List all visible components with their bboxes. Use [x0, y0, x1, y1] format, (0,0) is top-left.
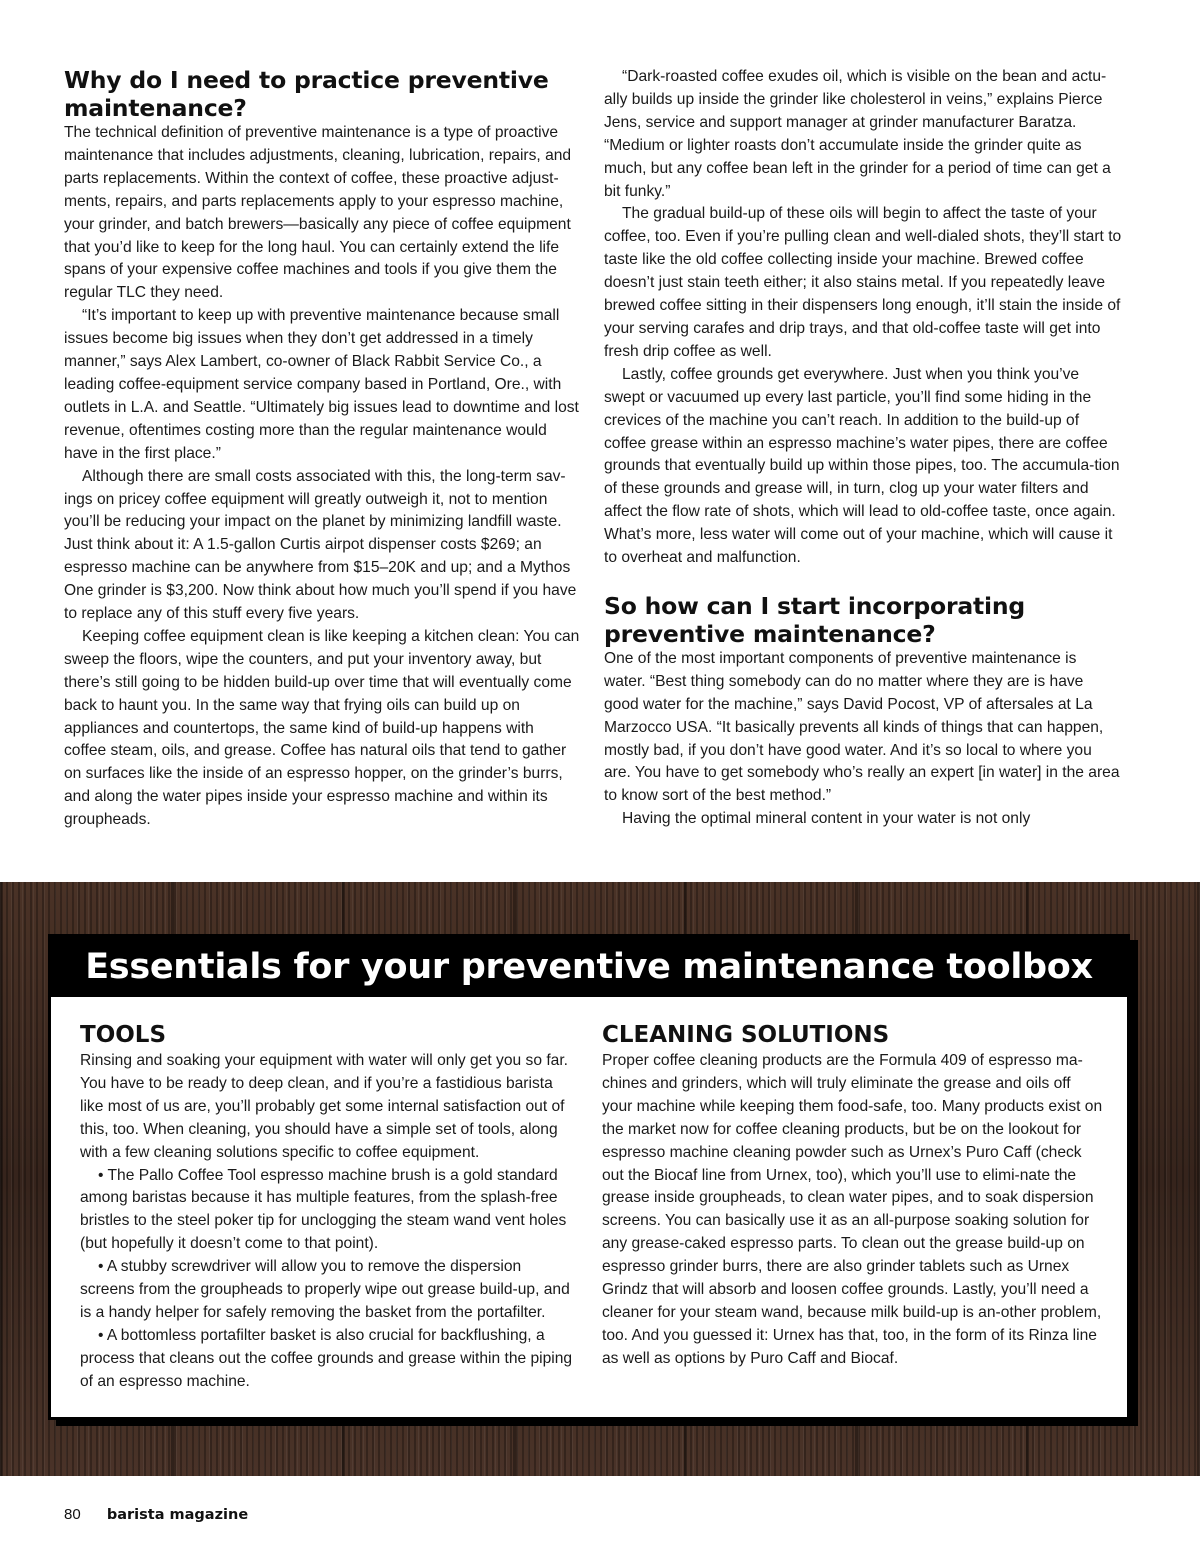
- heading-why-preventive-maintenance: Why do I need to practice preventive maintenance?: [64, 66, 549, 122]
- left-article-column: [64, 66, 580, 832]
- bullet-item: • The Pallo Coffee Tool espresso machine brush is a gold standard among baristas because it has multiple features, from the splash-free bristles to the steel poker tip for unclogging the steam wand vent holes (but hopefully it doesn’t come to that point).: [80, 1166, 567, 1253]
- cleaning-solutions-heading: CLEANING SOLUTIONS: [602, 1022, 890, 1048]
- paragraph: Proper coffee cleaning products are the Formula 409 of espresso ma-chines and grinders, which will truly eliminate the grease and oils off your machine while keeping them food-safe, too. Many products exist on the market now for coffee cleaning products, but be on the lookout for espresso machine cleaning powder such as Urnex’s Puro Caff (check out the Biocaf line from Urnex, too), which you’ll use to elimi-nate the grease inside groupheads, to clean water pipes, and to soak dispersion screens. You can basically use it as an all-purpose soaking solution for any grease-caked espresso parts. To clean out the grease build-up on espresso grinder burrs, there are also grinder tablets such as Urnex Grindz that will absorb and loosen coffee grounds. Lastly, you’ll need a cleaner for your steam wand, because milk build-up is an-other problem, too. And you guessed it: Urnex has that, too, in the form of its Rinza line as well as options by Puro Caff and Biocaf.: [602, 1052, 1103, 1367]
- paragraph: One of the most important components of preventive maintenance is water. “Best thing somebody can do no matter where they are is have good water for the machine,” says David Pocost, VP of aftersales at La Marzocco USA. “It basically prevents all kinds of things that can happen, mostly bad, if you don’t have good water. And it’s so local to where you are. You have to get somebody who’s really an expert [in water] in the area to know sort of the best method.”: [604, 649, 1120, 805]
- heading-how-to-start: So how can I start incorporating preventive maintenance?: [604, 591, 1026, 648]
- paragraph: The technical definition of preventive maintenance is a type of proactive maintenance that includes adjustments, cleaning, lubrication, repairs, and parts replacements. Within the context of coffee, these proactive adjust-ments, repairs, and parts replacements apply to your espresso machine, your grinder, and batch brewers—basically any piece of coffee equipment that you’d like to keep for the long haul. You can certainly extend the life spans of your expensive coffee machines and tools if you give them the regular TLC they need.: [64, 124, 572, 302]
- bullet-item: • A bottomless portafilter basket is also crucial for backflushing, a process that cleans out the coffee grounds and grease within the piping of an espresso machine.: [80, 1326, 573, 1390]
- paragraph: Having the optimal mineral content in your water is not only: [622, 810, 1031, 828]
- sidebar-box: [48, 934, 1130, 1420]
- tools-heading: TOOLS: [80, 1022, 167, 1048]
- paragraph: Lastly, coffee grounds get everywhere. Just when you think you’ve swept or vacuumed up every last particle, you’ll find some hiding in the crevices of the machine you can’t reach. In addition to the build-up of coffee grease within an espresso machine’s water pipes, there are coffee grounds that eventually build up within those pipes, too. The accumula-tion of these grounds and grease will, in turn, clog up your water filters and affect the flow rate of shots, which will lead to old-coffee taste, once again. What’s more, less water will come out of your machine, which will cause it to overheat and malfunction.: [604, 365, 1120, 567]
- paragraph: “It’s important to keep up with preventive maintenance because small issues become big issues when they don’t get addressed in a timely manner,” says Alex Lambert, co-owner of Black Rabbit Service Co., a leading coffee-equipment service company based in Portland, Ore., with outlets in L.A. and Seattle. “Ultimately big issues lead to downtime and lost revenue, oftentimes costing more than the regular maintenance would have in the first place.”: [64, 307, 579, 462]
- paragraph: Although there are small costs associated with this, the long-term sav-ings on pricey coffee equipment will greatly outweigh it, not to mention you’ll be reducing your impact on the planet by minimizing landfill waste. Just think about it: A 1.5-gallon Curtis airpot dispenser costs $269; an espresso machine can be anywhere from $15–20K and up; and a Mythos One grinder is $3,200. Now think about how much you’ll spend if you have to replace any of this stuff every five years.: [64, 467, 577, 623]
- sidebar-title-bar: [51, 937, 1127, 997]
- tools-section: [80, 1021, 580, 1394]
- page-footer: [64, 1506, 248, 1523]
- paragraph: Rinsing and soaking your equipment with water will only get you so far. You have to be ready to deep clean, and if you’re a fastidious barista like most of us are, you’ll probably get some internal satisfaction out of this, too. When cleaning, you should have a simple set of tools, along with a few cleaning solutions specific to coffee equipment.: [80, 1052, 568, 1161]
- page-number: 80: [64, 1506, 81, 1523]
- paragraph: “Dark-roasted coffee exudes oil, which is visible on the bean and actu-ally builds up inside the grinder like cholesterol in veins,” explains Pierce Jens, service and support manager at grinder manufacturer Baratza. “Medium or lighter roasts don’t accumulate inside the grinder quite as much, but any coffee bean left in the grinder for a period of time can get a bit funky.”: [604, 68, 1111, 200]
- paragraph: The gradual build-up of these oils will begin to affect the taste of your coffee, too. Even if you’re pulling clean and well-dialed shots, they’ll start to taste like the old coffee collecting inside your machine. Brewed coffee doesn’t just stain teeth either; it also stains metal. If you repeatedly leave brewed coffee sitting in their dispensers long enough, it’ll stain the inside of your serving carafes and drip trays, and that old-coffee taste will get into fresh drip coffee as well.: [604, 205, 1122, 360]
- bullet-item: • A stubby screwdriver will allow you to remove the dispersion screens from the groupheads to properly wipe out grease build-up, and is a handy helper for safely removing the basket from the portafilter.: [80, 1258, 570, 1321]
- sidebar-title: Essentials for your preventive maintenance toolbox: [85, 947, 1093, 987]
- cleaning-solutions-section: [602, 1021, 1104, 1371]
- right-article-column: [604, 66, 1122, 831]
- paragraph: Keeping coffee equipment clean is like keeping a kitchen clean: You can sweep the floors, wipe the counters, and put your inventory away, but there’s still going to be hidden build-up over time that will eventually come back to haunt you. In the same way that frying oils can build up on appliances and countertops, the same kind of build-up happens with coffee steam, oils, and grease. Coffee has natural oils that tend to gather on surfaces like the inside of an espresso hopper, on the grinder’s burrs, and along the water pipes inside your espresso machine and within its groupheads.: [64, 627, 580, 829]
- magazine-name: barista magazine: [106, 1507, 249, 1523]
